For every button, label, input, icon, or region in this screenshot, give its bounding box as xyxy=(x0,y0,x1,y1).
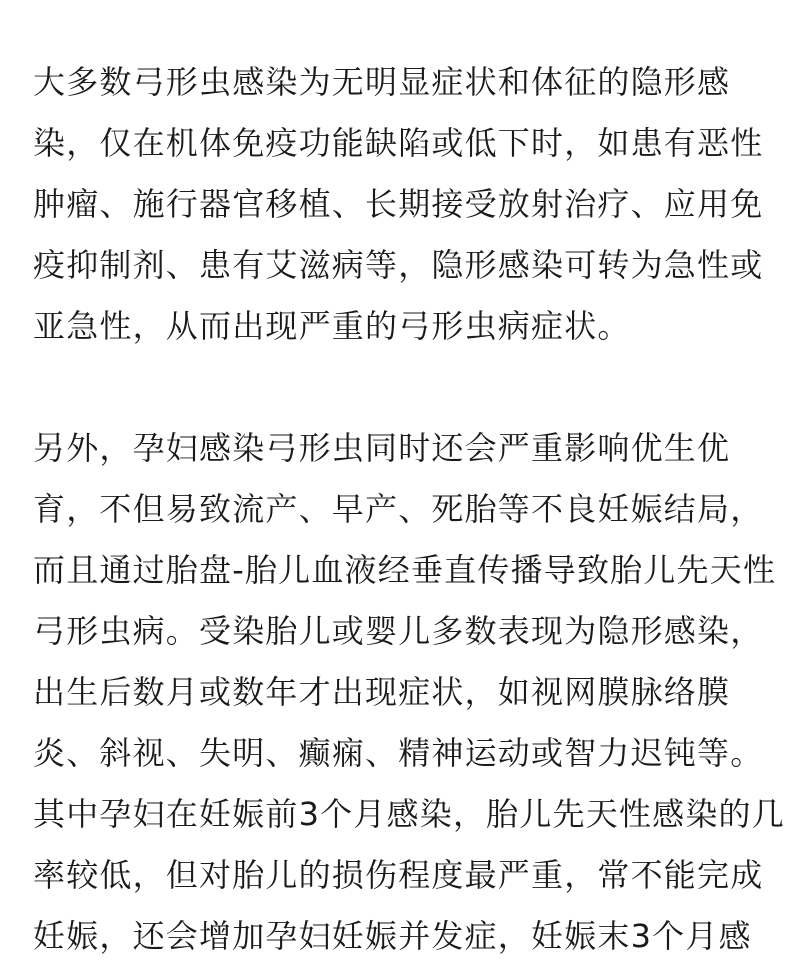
text-line: 妊娠，还会增加孕妇妊娠并发症，妊娠末3个月感 xyxy=(33,917,752,955)
paragraph-2 xyxy=(33,418,785,967)
text-line: 染，仅在机体免疫功能缺陷或低下时，如患有恶性 xyxy=(33,124,764,162)
text-line: 而且通过胎盘-胎儿血液经垂直传播导致胎儿先天性 xyxy=(33,551,777,589)
text-line: 另外，孕妇感染弓形虫同时还会严重影响优生优 xyxy=(33,429,731,467)
article-body xyxy=(33,52,785,967)
text-line: 炎、斜视、失明、癫痫、精神运动或智力迟钝等。 xyxy=(33,734,764,772)
text-line: 育，不但易致流产、早产、死胎等不良妊娠结局， xyxy=(33,490,764,528)
text-line: 其中孕妇在妊娠前3个月感染，胎儿先天性感染的几 xyxy=(33,795,785,833)
text-line: 肿瘤、施行器官移植、长期接受放射治疗、应用免 xyxy=(33,185,764,223)
text-line: 弓形虫病。受染胎儿或婴儿多数表现为隐形感染， xyxy=(33,612,764,650)
text-line: 亚急性，从而出现严重的弓形虫病症状。 xyxy=(33,307,631,345)
text-line: 疫抑制剂、患有艾滋病等，隐形感染可转为急性或 xyxy=(33,246,764,284)
text-line: 率较低，但对胎儿的损伤程度最严重，常不能完成 xyxy=(33,856,764,894)
text-line: 出生后数月或数年才出现症状，如视网膜脉络膜 xyxy=(33,673,731,711)
text-line: 大多数弓形虫感染为无明显症状和体征的隐形感 xyxy=(33,63,731,101)
paragraph-1 xyxy=(33,52,773,357)
